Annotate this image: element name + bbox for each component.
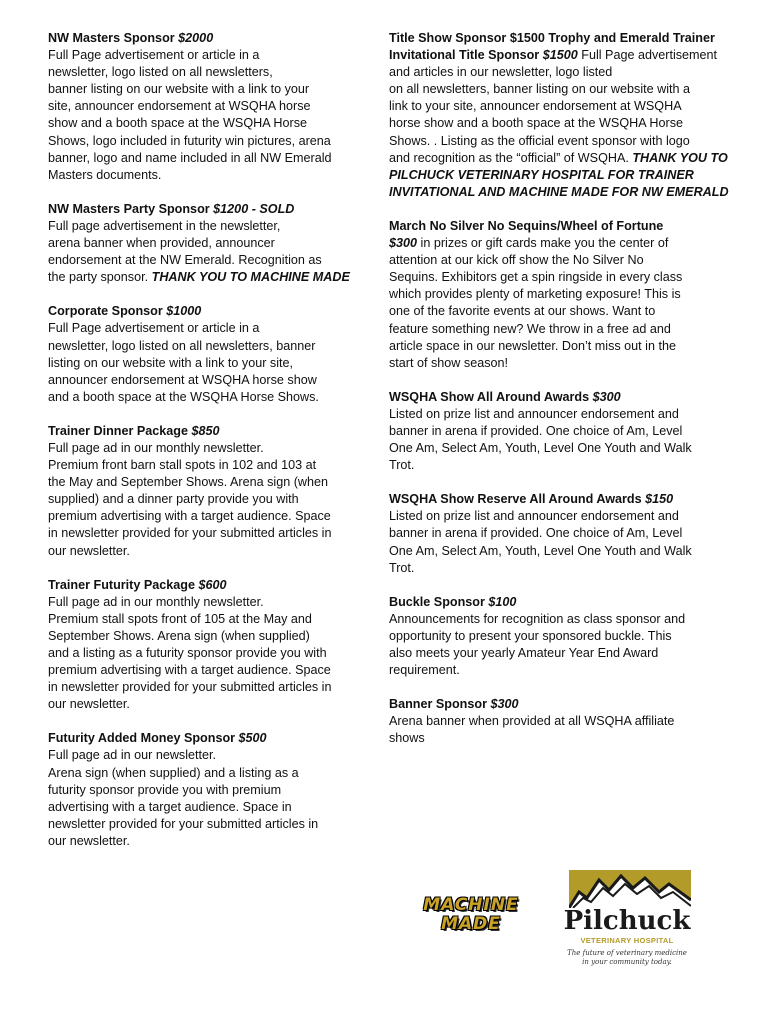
body-line: show and a booth space at the WSQHA Horse bbox=[48, 116, 308, 131]
body-line: link to your site, announcer endorsement at WSQHA bbox=[389, 99, 682, 114]
body-line: Premium front barn stall spots in 102 and 103 at bbox=[48, 458, 317, 473]
machine-made-line2: MADE bbox=[441, 914, 501, 934]
body-line: supplied) and a dinner party provide you with bbox=[48, 492, 299, 507]
body-line: article space in our newsletter. Don’t miss out in the bbox=[389, 338, 676, 353]
body-line: listing on our website with a link to your site, bbox=[48, 355, 293, 370]
sponsor-price: $500 bbox=[238, 731, 267, 746]
sponsor-heading bbox=[48, 730, 368, 747]
body-line: arena banner when provided, announcer bbox=[48, 236, 275, 251]
body-line: Full page ad in our monthly newsletter. bbox=[48, 594, 264, 609]
body-line: our newsletter. bbox=[48, 833, 130, 848]
body-line: opportunity to present your sponsored buckle. This bbox=[389, 628, 672, 643]
sponsor-title: WSQHA Show Reserve All Around Awards bbox=[389, 492, 642, 507]
left-column bbox=[48, 30, 368, 867]
body-line: Premium stall spots front of 105 at the May and bbox=[48, 611, 312, 626]
sponsor-heading bbox=[48, 303, 368, 320]
body-line: One Am, Select Am, Youth, Level One Youth and Walk bbox=[389, 441, 692, 456]
body-line: and a booth space at the WSQHA Horse Shows. bbox=[48, 389, 319, 404]
body-line: start of show season! bbox=[389, 355, 509, 370]
body-line: endorsement at the NW Emerald. Recognition as bbox=[48, 253, 322, 268]
body-line: the party sponsor. bbox=[48, 270, 149, 285]
right-column bbox=[389, 30, 734, 764]
sponsor-title: Banner Sponsor bbox=[389, 697, 487, 712]
sponsor-reserve-all-around-awards bbox=[389, 491, 734, 576]
sponsor-heading bbox=[389, 491, 734, 508]
body-line: Shows. . Listing as the official event sponsor with logo bbox=[389, 133, 690, 148]
body-line: and a listing as a futurity sponsor provide you with bbox=[48, 646, 327, 660]
sponsor-title: NW Masters Party Sponsor bbox=[48, 201, 210, 216]
pilchuck-mountain-banner bbox=[569, 870, 691, 908]
body-line: Trot. bbox=[389, 560, 415, 575]
pilchuck-tagline bbox=[563, 949, 691, 966]
sponsor-price: $300 bbox=[389, 236, 418, 251]
body-line: our newsletter. bbox=[48, 543, 130, 558]
body-line: our newsletter. bbox=[48, 697, 130, 712]
body-line: advertising with a target audience. Space in bbox=[48, 799, 292, 814]
body-line: on all newsletters, banner listing on our website with a bbox=[389, 82, 691, 97]
body-line: newsletter, logo listed on all newsletters, banner bbox=[48, 338, 316, 353]
sponsor-no-silver-no-sequins bbox=[389, 218, 734, 372]
body-line: Full Page advertisement or article in a bbox=[48, 48, 260, 63]
sponsor-price: $1200 - SOLD bbox=[213, 201, 295, 216]
body-line: premium advertising with a target audience. Space bbox=[48, 509, 331, 524]
body-line: Full Page advertisement or article in a bbox=[48, 321, 260, 336]
sponsor-nw-masters-party bbox=[48, 201, 368, 286]
body-line: horse show and a booth space at the WSQHA Horse bbox=[389, 116, 684, 131]
body-line: September Shows. Arena sign (when supplied) bbox=[48, 628, 310, 643]
body-line: announcer endorsement at WSQHA horse show bbox=[48, 372, 317, 387]
thank-you-note: THANK YOU TO MACHINE MADE bbox=[151, 270, 350, 285]
body-line: site, announcer endorsement at WSQHA horse bbox=[48, 99, 311, 114]
body-line: Arena sign (when supplied) and a listing as a bbox=[48, 765, 299, 780]
body-line: Sequins. Exhibitors get a spin ringside in every class bbox=[389, 270, 683, 285]
pilchuck-subtitle: VETERINARY HOSPITAL bbox=[580, 936, 674, 945]
body-line: and recognition as the “official” of WSQHA. bbox=[389, 150, 629, 165]
body-line: One Am, Select Am, Youth, Level One Youth and Walk bbox=[389, 543, 692, 558]
body-line: newsletter, logo listed on all newsletters, bbox=[48, 65, 273, 80]
machine-made-line1: MACHINE bbox=[423, 895, 519, 915]
body-line: newsletter provided for your submitted articles in bbox=[48, 816, 319, 831]
sponsor-title: Futurity Added Money Sponsor bbox=[48, 731, 236, 746]
machine-made-logo bbox=[408, 896, 534, 938]
sponsor-price: $2000 bbox=[178, 31, 214, 45]
sponsor-heading bbox=[48, 423, 368, 440]
body-line: Listed on prize list and announcer endorsement and bbox=[389, 406, 679, 421]
sponsor-title: Corporate Sponsor bbox=[48, 304, 163, 319]
body-line: Full page ad in our newsletter. bbox=[48, 748, 217, 763]
body-line: in newsletter provided for your submitted articles in bbox=[48, 680, 332, 695]
sponsor-price: $100 bbox=[488, 594, 517, 609]
sponsor-title: NW Masters Sponsor bbox=[48, 31, 175, 45]
mountain-icon bbox=[569, 870, 691, 908]
sponsor-heading bbox=[48, 201, 368, 218]
body-line: Trot. bbox=[389, 458, 415, 473]
pilchuck-logo bbox=[563, 870, 691, 990]
sponsor-banner bbox=[389, 696, 734, 747]
body-line: banner, logo and name included in all NW Emerald bbox=[48, 150, 332, 165]
sponsor-title: WSQHA Show All Around Awards bbox=[389, 389, 590, 404]
sponsor-price: $600 bbox=[198, 577, 227, 592]
body-line: banner in arena if provided. One choice of Am, Level bbox=[389, 526, 683, 541]
body-line: Shows, logo included in futurity win pictures, arena bbox=[48, 133, 331, 148]
body-line: Masters documents. bbox=[48, 167, 162, 182]
body-line: attention at our kick off show the No Silver No bbox=[389, 253, 644, 268]
sponsor-title: March No Silver No Sequins/Wheel of Fortune bbox=[389, 218, 664, 233]
body-line: which provides plenty of marketing exposure! This is bbox=[389, 287, 681, 302]
sponsor-trainer-dinner bbox=[48, 423, 368, 560]
pilchuck-name: Pilchuck bbox=[563, 906, 691, 936]
body-line: Listed on prize list and announcer endorsement and bbox=[389, 509, 679, 524]
sponsor-title: Trainer Dinner Package bbox=[48, 423, 188, 438]
sponsor-title: Title Show Sponsor $1500 Trophy and Emerald Trainer Invitational Title Sponsor bbox=[389, 31, 715, 63]
sponsor-trainer-futurity bbox=[48, 577, 368, 714]
sponsor-price: $300 bbox=[592, 389, 621, 404]
sponsor-heading bbox=[389, 389, 734, 406]
sponsor-price: $150 bbox=[645, 492, 674, 507]
body-line: requirement. bbox=[389, 663, 460, 678]
body-line: also meets your yearly Amateur Year End Award bbox=[389, 646, 659, 660]
body-line: premium advertising with a target audience. Space bbox=[48, 663, 331, 678]
body-line: the May and September Shows. Arena sign (when bbox=[48, 475, 329, 490]
body-line: Full page ad in our monthly newsletter. bbox=[48, 440, 264, 455]
sponsor-heading bbox=[389, 594, 734, 611]
sponsor-buckle bbox=[389, 594, 734, 679]
sponsor-heading bbox=[389, 696, 734, 713]
sponsor-price: $300 bbox=[490, 697, 519, 712]
sponsor-title: Trainer Futurity Package bbox=[48, 577, 195, 592]
sponsor-title: Buckle Sponsor bbox=[389, 594, 485, 609]
body-line: Full Page advertisement and articles in our newsletter, logo listed bbox=[389, 48, 718, 80]
pilchuck-tagline-line2: in your community today. bbox=[582, 957, 672, 966]
body-line: one of the favorite events at our shows. Want to bbox=[389, 304, 656, 319]
sponsor-heading bbox=[48, 30, 368, 47]
sponsor-corporate bbox=[48, 303, 368, 406]
pilchuck-tagline-line1: The future of veterinary medicine bbox=[567, 949, 687, 957]
sponsor-futurity-added-money bbox=[48, 730, 368, 850]
body-line: shows bbox=[389, 731, 425, 746]
body-line: Full page advertisement in the newsletter, bbox=[48, 218, 281, 233]
sponsor-heading bbox=[48, 577, 368, 594]
body-line: Announcements for recognition as class sponsor and bbox=[389, 611, 686, 626]
sponsor-title-show bbox=[389, 30, 734, 201]
sponsor-all-around-awards bbox=[389, 389, 734, 474]
body-line: feature something new? We throw in a free ad and bbox=[389, 321, 671, 336]
sponsor-price: $1000 bbox=[166, 304, 202, 319]
sponsor-nw-masters bbox=[48, 30, 368, 184]
sponsor-price: $850 bbox=[191, 423, 220, 438]
body-line: banner in arena if provided. One choice of Am, Level bbox=[389, 423, 683, 438]
body-line: in prizes or gift cards make you the center of bbox=[420, 236, 669, 251]
body-line: in newsletter provided for your submitted articles in bbox=[48, 526, 332, 541]
sponsor-price: $1500 bbox=[542, 48, 578, 63]
body-line: futurity sponsor provide you with premium bbox=[48, 782, 282, 797]
body-line: banner listing on our website with a link to your bbox=[48, 82, 310, 97]
body-line: Arena banner when provided at all WSQHA affiliate bbox=[389, 714, 675, 729]
thank-you-note: THANK YOU TO PILCHUCK VETERINARY HOSPITAL FOR TRAINER INVITATIONAL AND MACHINE MADE FOR NW EMERALD bbox=[389, 150, 729, 199]
